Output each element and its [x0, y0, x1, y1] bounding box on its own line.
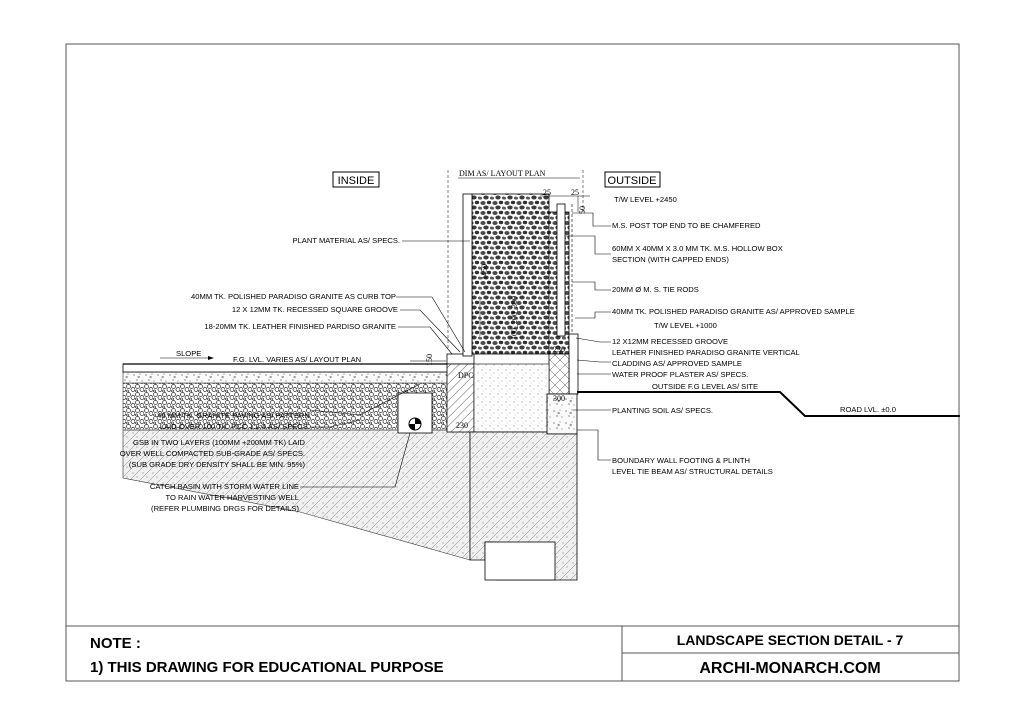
label-cladding: CLADDING AS/ APPROVED SAMPLE	[612, 359, 742, 368]
label-tw-1000: T/W LEVEL +1000	[654, 321, 717, 330]
pcc-layer	[123, 372, 460, 383]
dim-100-200-300: 100_200_300	[510, 296, 519, 340]
sheet-title: LANDSCAPE SECTION DETAIL - 7	[676, 632, 904, 648]
outside-heading: OUTSIDE	[607, 175, 657, 187]
note-heading: NOTE :	[90, 635, 141, 652]
label-paving-2: LAID OVER 100 TK. PCC 1:2:4 AS/ SPECS.	[159, 422, 310, 431]
label-catch-1: CATCH BASIN WITH STORM WATER LINE	[149, 482, 299, 491]
label-plant-material: PLANT MATERIAL AS/ SPECS.	[292, 236, 400, 245]
label-footing-2: LEVEL TIE BEAM AS/ STRUCTURAL DETAILS	[612, 467, 773, 476]
inside-heading: INSIDE	[337, 175, 375, 187]
dim-300: 300	[553, 394, 565, 403]
label-paving-1: 40 MM TK. GRANITE PAVING AS/ PATTERN	[157, 411, 310, 420]
label-road: ROAD LVL. ±0.0	[840, 405, 896, 414]
dim-25-left: 25	[543, 188, 551, 197]
dim-50: 50	[578, 206, 587, 214]
label-hollow-1: 60MM X 40MM X 3.0 MM TK. M.S. HOLLOW BOX	[612, 244, 783, 253]
label-tie-rods: 20MM Ø M. S. TIE RODS	[612, 285, 699, 294]
label-leather-vertical: LEATHER FINISHED PARADISO GRANITE VERTICAL	[612, 348, 800, 357]
label-groove-12: 12 X12MM RECESSED GROOVE	[612, 337, 729, 346]
label-planting-soil: PLANTING SOIL AS/ SPECS.	[612, 406, 714, 415]
label-slope: SLOPE	[176, 349, 202, 358]
planting-soil	[474, 364, 549, 432]
dim-1450: 1450	[480, 264, 489, 280]
website-label: ARCHI-MONARCH.COM	[699, 660, 881, 677]
dim-230-bottom: 230	[456, 421, 468, 430]
label-ms-post: M.S. POST TOP END TO BE CHAMFERED	[612, 221, 761, 230]
label-fg-level: F.G. LVL. VARIES AS/ LAYOUT PLAN	[233, 355, 362, 364]
ms-post	[557, 204, 565, 336]
label-granite-sample: 40MM TK. POLISHED PARADISO GRANITE AS/ APPROVED SAMPLE	[612, 307, 855, 316]
planter-wall-left	[463, 194, 472, 356]
label-gsb-3: (SUB GRADE DRY DENSITY SHALL BE MIN. 95%)	[128, 460, 305, 469]
dim-dpc: DPC	[458, 371, 474, 380]
dim-150: 150	[425, 354, 434, 366]
label-waterproof: WATER PROOF PLASTER AS/ SPECS.	[612, 370, 749, 379]
foundation-step	[485, 542, 555, 580]
label-tw-2450: T/W LEVEL +2450	[614, 195, 677, 204]
dim-230-top: 230	[553, 345, 565, 354]
note-line: 1) THIS DRAWING FOR EDUCATIONAL PURPOSE	[90, 659, 444, 676]
label-curb-top: 40MM TK. POLISHED PARADISO GRANITE AS CURB TOP	[191, 292, 396, 301]
label-recessed-groove: 12 X 12MM TK. RECESSED SQUARE GROOVE	[231, 305, 398, 314]
label-outside-fg: OUTSIDE F.G LEVEL AS/ SITE	[652, 382, 759, 391]
dim-25-right: 25	[571, 188, 579, 197]
label-leather-granite: 18-20MM TK. LEATHER FINISHED PARDISO GRANITE	[204, 322, 396, 331]
label-catch-2: TO RAIN WATER HARVESTING WELL	[165, 493, 299, 502]
label-gsb-2: OVER WELL COMPACTED SUB-GRADE AS/ SPECS.	[119, 449, 305, 458]
dim-layout-label: DIM AS/ LAYOUT PLAN	[459, 169, 546, 178]
label-gsb-1: GSB IN TWO LAYERS (100MM +200MM TK) LAID	[133, 438, 305, 447]
label-footing-1: BOUNDARY WALL FOOTING & PLINTH	[612, 456, 750, 465]
label-catch-3: (REFER PLUMBING DRGS FOR DETAILS)	[151, 504, 299, 513]
sheet-border	[66, 44, 959, 681]
label-hollow-2: SECTION (WITH CAPPED ENDS)	[612, 255, 729, 264]
outside-cladding	[569, 334, 578, 394]
granite-paving	[123, 364, 448, 372]
wall-plinth	[549, 354, 569, 394]
